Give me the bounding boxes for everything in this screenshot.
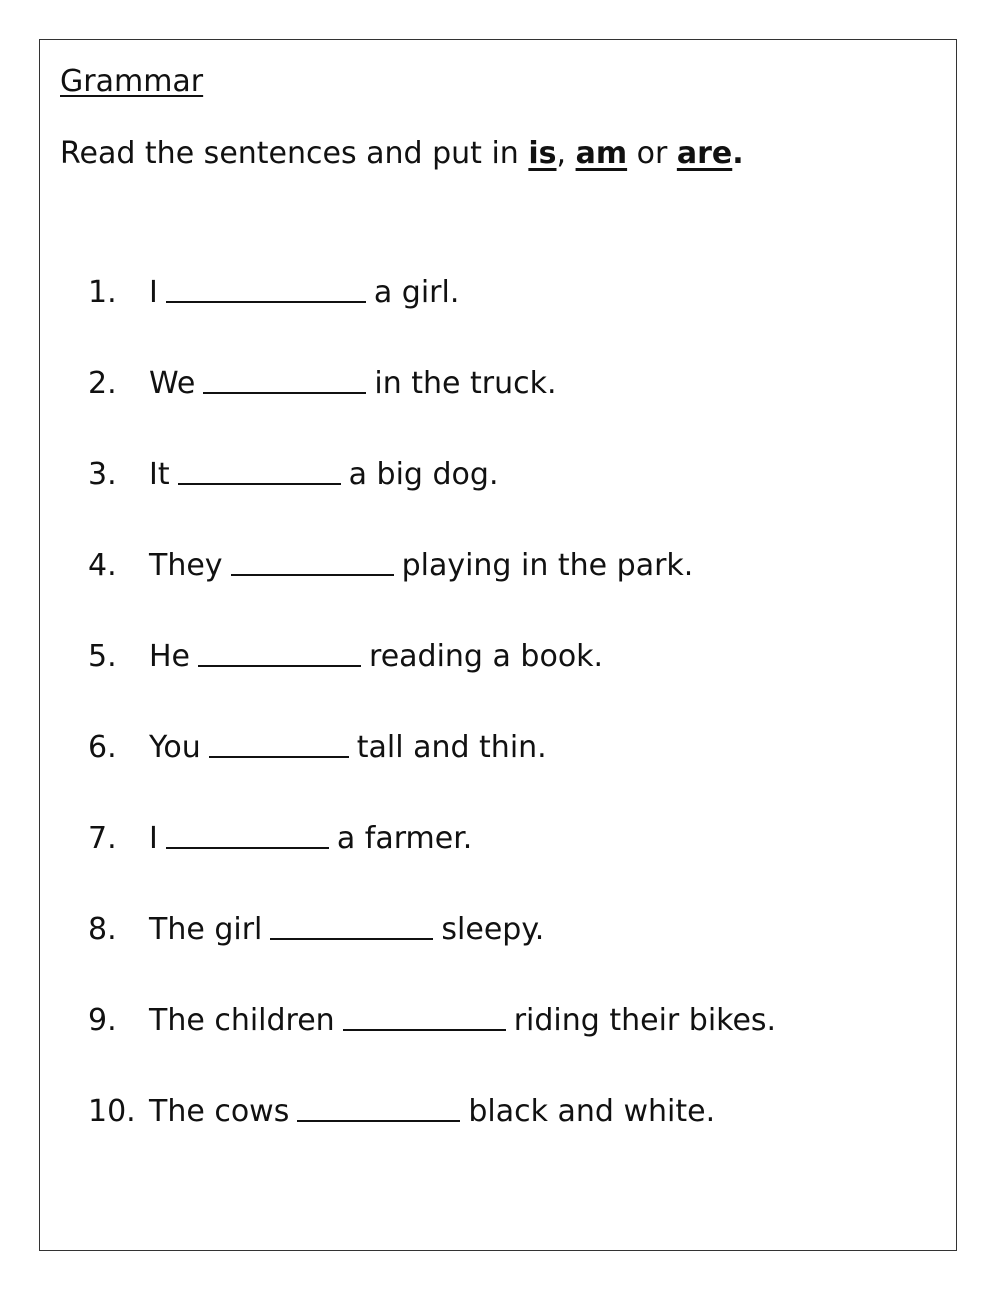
worksheet-title: Grammar <box>60 64 204 99</box>
sentence-end: black and white. <box>468 1094 716 1129</box>
list-item <box>88 548 776 639</box>
answer-blank[interactable] <box>166 275 366 303</box>
item-number: 10. <box>88 1094 136 1129</box>
list-item <box>88 821 776 912</box>
item-number: 6. <box>88 730 117 765</box>
sentence-end: reading a book. <box>369 639 604 674</box>
sentence-end: playing in the park. <box>401 548 694 583</box>
item-number: 7. <box>88 821 117 856</box>
sentence-start: They <box>149 548 223 583</box>
answer-blank[interactable] <box>178 457 341 485</box>
item-number: 3. <box>88 457 117 492</box>
list-item <box>88 366 776 457</box>
item-number: 8. <box>88 912 117 947</box>
item-number: 2. <box>88 366 117 401</box>
answer-blank[interactable] <box>209 730 349 758</box>
sentence-end: tall and thin. <box>356 730 547 765</box>
sentence-end: a girl. <box>373 275 460 310</box>
sentence-end: sleepy. <box>441 912 545 947</box>
sentence-end: a big dog. <box>348 457 499 492</box>
keyword-are: are <box>676 136 733 171</box>
item-number: 1. <box>88 275 117 310</box>
sentence-start: The girl <box>149 912 263 947</box>
sentence-end: riding their bikes. <box>513 1003 777 1038</box>
worksheet-page <box>39 39 957 1251</box>
answer-blank[interactable] <box>203 366 366 394</box>
list-item <box>88 457 776 548</box>
sentence-start: It <box>149 457 170 492</box>
sentence-start: The children <box>149 1003 335 1038</box>
instructions <box>60 136 744 171</box>
answer-blank[interactable] <box>198 639 361 667</box>
instructions-period: . <box>732 136 744 171</box>
sentence-end: a farmer. <box>336 821 473 856</box>
sentence-start: You <box>149 730 201 765</box>
item-number: 5. <box>88 639 117 674</box>
answer-blank[interactable] <box>231 548 394 576</box>
keyword-is: is <box>528 136 557 171</box>
answer-blank[interactable] <box>166 821 329 849</box>
answer-blank[interactable] <box>343 1003 506 1031</box>
sentence-start: I <box>149 821 158 856</box>
list-item <box>88 275 776 366</box>
list-item <box>88 639 776 730</box>
item-number: 9. <box>88 1003 117 1038</box>
item-number: 4. <box>88 548 117 583</box>
instructions-separator: or <box>627 136 677 171</box>
sentence-list <box>88 275 776 1185</box>
sentence-end: in the truck. <box>374 366 557 401</box>
instructions-prefix: Read the sentences and put in <box>60 136 529 171</box>
instructions-separator: , <box>556 136 576 171</box>
list-item <box>88 1003 776 1094</box>
list-item <box>88 912 776 1003</box>
keyword-am: am <box>575 136 628 171</box>
sentence-start: We <box>149 366 196 401</box>
list-item <box>88 730 776 821</box>
answer-blank[interactable] <box>270 912 433 940</box>
sentence-start: He <box>149 639 191 674</box>
sentence-start: I <box>149 275 158 310</box>
sentence-start: The cows <box>149 1094 290 1129</box>
answer-blank[interactable] <box>297 1094 460 1122</box>
list-item <box>88 1094 776 1185</box>
